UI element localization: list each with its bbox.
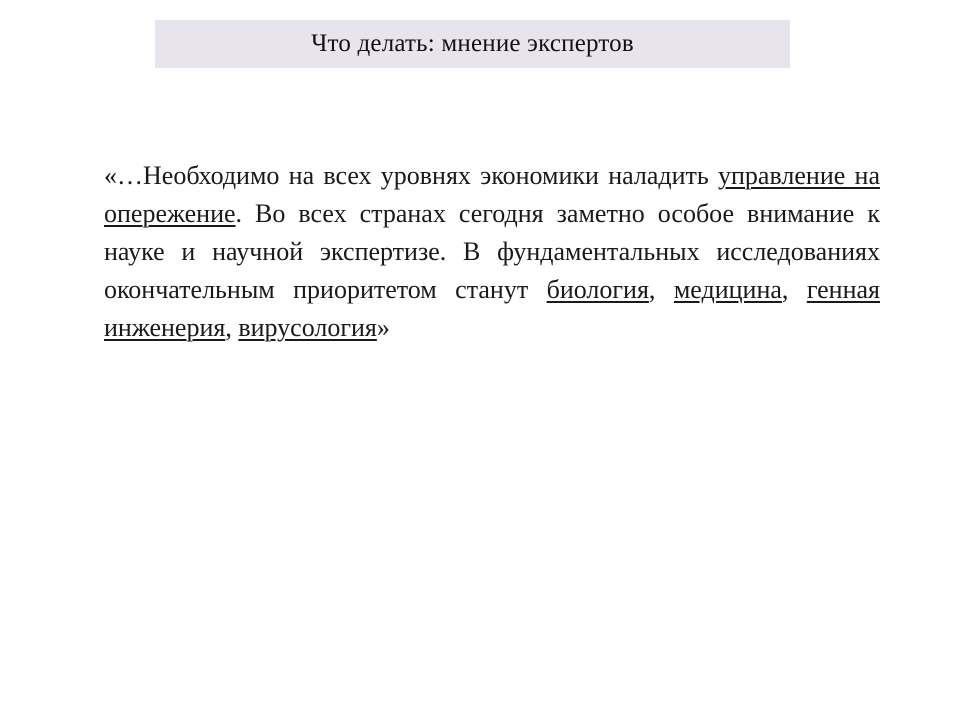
link-medicine[interactable]: медицина [673,275,782,304]
link-genetic-engineering[interactable]: генная инженерия [104,275,881,342]
link-biology[interactable]: биология [546,275,649,304]
slide-title-bar [155,20,790,68]
slide-title: Что делать: мнение экспертов [311,30,634,57]
quote-close-mark: » [376,313,390,342]
expert-quote [104,157,880,347]
quote-separator-3: , [225,313,239,342]
quote-separator-2: , [781,275,807,304]
quote-open-mark: «… [104,161,143,190]
link-virology[interactable]: вирусология [238,313,377,342]
link-management-ahead[interactable]: управление на опережение [104,161,880,228]
quote-separator-1: , [648,275,674,304]
quote-text-1: Необходимо на всех уровнях экономики наладить [143,161,719,190]
quote-text-2: . Во всех странах сегодня заметно особое внимание к науке и научной экспертизе. В фундаментальных исследованиях окончательным приоритетом станут [104,199,880,304]
